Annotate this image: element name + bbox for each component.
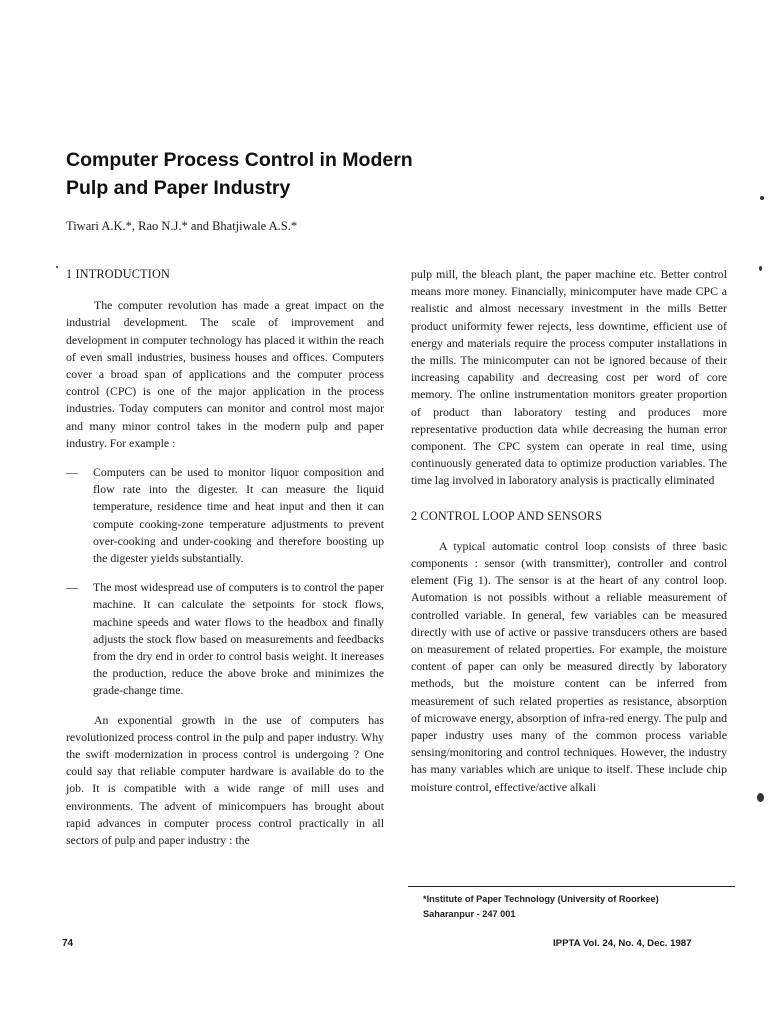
- scan-speck: [56, 266, 58, 268]
- bullet-marker: —: [66, 580, 78, 595]
- control-loop-paragraph-1: A typical automatic control loop consists of three basic components : sensor (with transmitter), controller and control element (Fig 1). The sensor is at the heart of any control loop. Automation is not possibls without a reliable measurement of controlled variable. In general, few variables can be measured directly with use of active or passive transducers others are based on measurement of related properties. For example, the moisture content of paper can only be measured directly by laboratory methods, but the moisture content can be inferred from measurement of such related properties as resistance, absorption of microwave energy, absorption of infra-red energy. The pulp and paper industry uses many of the common process variable sensing/monitoring and control techniques. However, the industry has many variables which are unique to itself. These include chip moisture control, effective/active alkali: [411, 538, 727, 794]
- intro-paragraph-1: The computer revolution has made a great impact on the industrial development. The scale of improvement and development in computer technology has placed it within the reach of even small industries, business houses and offices. Computers cover a broad span of applications and the computer process control (CPC) is one of the major application in the process industries. Today computers can monitor and control most major and many minor control takes in the modern pulp and paper industry. For example :: [66, 298, 384, 450]
- footnote-divider: [408, 886, 735, 887]
- section-heading-control-loop: 2 CONTROL LOOP AND SENSORS: [411, 508, 603, 523]
- page-number: 74: [62, 938, 74, 949]
- section-heading-introduction: 1 INTRODUCTION: [66, 267, 171, 281]
- bullet-item-digester: [66, 464, 384, 567]
- intro-paragraph-3: pulp mill, the bleach plant, the paper machine etc. Better control means more money. Financially, minicomputer have made CPC a realistic and almost necessary investment in the mills Better product uniformity fewer rejects, less downtime, efficient use of energy and materials require the process computer installations in the mills. The minicomputer can not be ignored because of their increasing capability and decreasing cost per word of core memory. The online instrumentation monitors greater proportion of product than laboratory testing and produces more representative production data while decreasing the human error component. The CPC system can operate in real time, using continuously generated data to optimize production variables. The time lag involved in laboratory analysis is practically eliminated: [411, 267, 727, 488]
- left-column: [66, 266, 384, 861]
- bullet-marker: —: [66, 465, 78, 480]
- affiliation-footnote: [423, 892, 743, 922]
- footnote-line-2: Saharanpur - 247 001: [423, 909, 516, 919]
- scan-speck: [760, 196, 764, 200]
- bullet-text: Computers can be used to monitor liquor composition and flow rate into the digester. It can measure the liquid temperature, residence time and heat input and then it can compute cooking-zone temperature adjustments to prevent over-cooking and under-cooking and therefore boosting up the digester yields substantially.: [93, 465, 384, 566]
- author-list: Tiwari A.K.*, Rao N.J.* and Bhatjiwale A.S.*: [66, 219, 298, 233]
- bullet-item-paper-machine: [66, 579, 384, 699]
- right-column: [411, 266, 727, 808]
- scan-speck: [759, 266, 762, 271]
- intro-paragraph-2: An exponential growth in the use of computers has revolutionized process control in the pulp and paper industry. Why the swift modernization in process control is undergoing ? One could say that reliable computer hardware is available do to the job. It is compatible with a wide range of mill uses and environments. The advent of minicompuers has brought about rapid advances in computer process control practically in all sectors of pulp and paper industry : the: [66, 712, 384, 848]
- bullet-text: The most widespread use of computers is to control the paper machine. It can calculate the setpoints for stock flows, machine speeds and water flows to the headbox and finally adjusts the stock flow based on measurements and feedbacks from the dry end in order to control basis weight. It inereases the production, reduce the above broke and minimizes the grade-change time.: [93, 580, 384, 698]
- title-line-1: Computer Process Control in Modern: [66, 149, 413, 171]
- article-title: [66, 146, 506, 202]
- journal-citation: IPPTA Vol. 24, No. 4, Dec. 1987: [553, 938, 692, 949]
- scan-speck: [757, 793, 764, 802]
- title-line-2: Pulp and Paper Industry: [66, 177, 291, 199]
- footnote-line-1: *Institute of Paper Technology (University of Roorkee): [423, 894, 659, 904]
